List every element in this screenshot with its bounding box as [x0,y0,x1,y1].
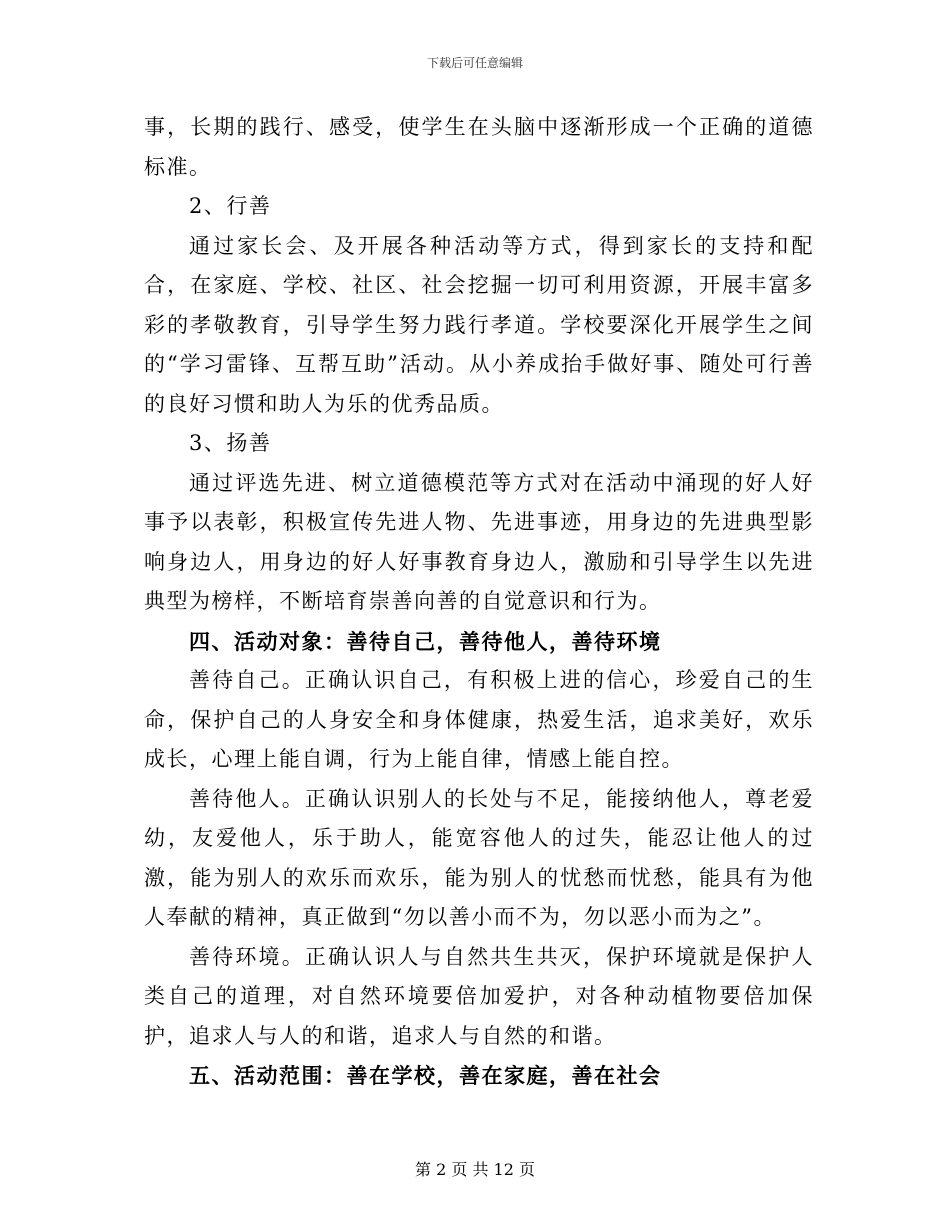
paragraph: 善待他人。正确认识别人的长处与不足，能接纳他人，尊老爱幼，友爱他人，乐于助人，能宽容他人的过失，能忍让他人的过激，能为别人的欢乐而欢乐，能为别人的忧愁而忧愁，能具有为他人奉献的精神，真正做到“勿以善小而不为，勿以恶小而为之”。 [144,786,814,929]
paragraph: 善待环境。正确认识人与自然共生共灭，保护环境就是保护人类自己的道理，对自然环境要倍加爱护，对各种动植物要倍加保护，追求人与人的和谐，追求人与自然的和谐。 [144,944,814,1048]
document-body [144,108,814,1096]
section-heading-activity-scope: 五、活动范围：善在学校，善在家庭，善在社会 [189,1063,662,1088]
paragraph: 通过家长会、及开展各种活动等方式，得到家长的支持和配合，在家庭、学校、社区、社会挖掘一切可利用资源，开展丰富多彩的孝敬教育，引导学生努力践行孝道。学校要深化开展学生之间的“学习雷锋、互帮互助”活动。从小养成抬手做好事、随处可行善的良好习惯和助人为乐的优秀品质。 [144,233,814,416]
section-heading-xingshan: 2、行善 [189,194,272,218]
section-heading-yangshan: 3、扬善 [189,431,272,455]
section-heading-activity-targets: 四、活动对象：善待自己，善待他人，善待环境 [189,628,662,654]
paragraph: 善待自己。正确认识自己，有积极上进的信心，珍爱自己的生命，保护自己的人身安全和身体健康，热爱生活，追求美好，欢乐成长，心理上能自调，行为上能自律，情感上能自控。 [144,668,814,771]
paragraph: 通过评选先进、树立道德模范等方式对在活动中涌现的好人好事予以表彰，积极宣传先进人物、先进事迹，用身边的先进典型影响身边人，用身边的好人好事教育身边人，激励和引导学生以先进典型为榜样，不断培育崇善向善的自觉意识和行为。 [144,470,814,613]
header-note: 下载后可任意编辑 [426,56,523,70]
paragraph: 事，长期的践行、感受，使学生在头脑中逐渐形成一个正确的道德标准。 [144,115,814,179]
page-number-footer: 第 2 页 共 12 页 [415,1160,535,1179]
